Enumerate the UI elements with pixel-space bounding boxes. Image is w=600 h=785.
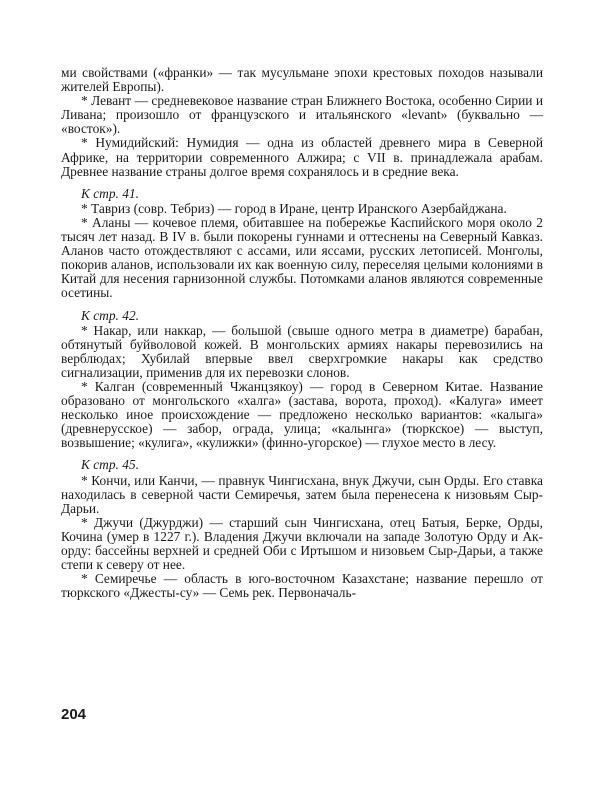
page-body	[61, 66, 543, 600]
paragraph-numidia: * Нумидийский: Нумидия — одна из областей древнего мира в Северной Африке, на территории современного Алжира; с VII в. принадлежала арабам. Древнее название страны долгое время сохранялось и в средние века.	[61, 135, 543, 179]
paragraph-kalgan: * Калган (современный Чжанцзякоу) — город в Северном Китае. Название образовано от монгольского «халга» (застава, ворота, проход). «Калуга» имеет несколько иное происхождение — предложено несколько вариантов: «калыга» (древнерусское) — забор, ограда, улица; «калынга» (тюркское) — выступ, возвышение; «кулига», «кулижки» (финно-угорское) — глухое место в лесу.	[61, 378, 543, 451]
paragraph-konchi: * Кончи, или Канчи, — правнук Чингисхана, внук Джучи, сын Орды. Его ставка находилась в северной части Семиречья, затем была перенесена к низовьям Сыр-Дарьи.	[61, 472, 543, 516]
paragraph-alany: * Аланы — кочевое племя, обитавшее на побережье Каспийского моря около 2 тысяч лет назад. В IV в. были покорены гуннами и оттеснены на Северный Кавказ. Аланов часто отождествляют с ассами, или яссами, русских летописей. Монголы, покорив аланов, использовали их как военную силу, переселяя целыми колониями в Китай для несения гарнизонной службы. Потомками аланов являются современные осетины.	[61, 214, 543, 301]
paragraph-nakar: * Накар, или наккар, — большой (свыше одного метра в диаметре) барабан, обтянутый буйволовой кожей. В монгольских армиях накары перевозились на верблюдах; Хубилай впервые ввел сверхгромкие накары как средство сигнализации, применив для их перевозки слонов.	[61, 322, 543, 380]
paragraph-tavriz: * Тавриз (совр. Тебриз) — город в Иране, центр Иранского Азербайджана.	[81, 200, 507, 216]
paragraph-franki: ми свойствами («франки» — так мусульмане эпохи крестовых походов называли жителей Европы).	[61, 65, 543, 95]
section-heading-page-42: К стр. 42.	[81, 307, 139, 323]
page-number: 204	[61, 706, 87, 723]
paragraph-levant: * Левант — средневековое название стран Ближнего Востока, особенно Сирии и Ливана; произошло от французского и итальянского «levant» (буквально — «восток»).	[61, 93, 543, 137]
section-heading-page-45: К стр. 45.	[81, 457, 139, 473]
paragraph-semirechye: * Семиречье — область в юго-восточном Казахстане; название перешло от тюркского «Джесты-су» — Семь рек. Первоначаль-	[61, 571, 543, 601]
paragraph-dzhuchi: * Джучи (Джурджи) — старший сын Чингисхана, отец Батыя, Берке, Орды, Кочина (умер в 1227 г.). Владения Джучи включали на западе Золотую Орду и Ак-орду: бассейны верхней и средней Оби с Иртышом и низовьем Сыр-Дарьи, а также степи к северу от нее.	[61, 514, 543, 573]
section-heading-page-41: К стр. 41.	[81, 185, 139, 201]
